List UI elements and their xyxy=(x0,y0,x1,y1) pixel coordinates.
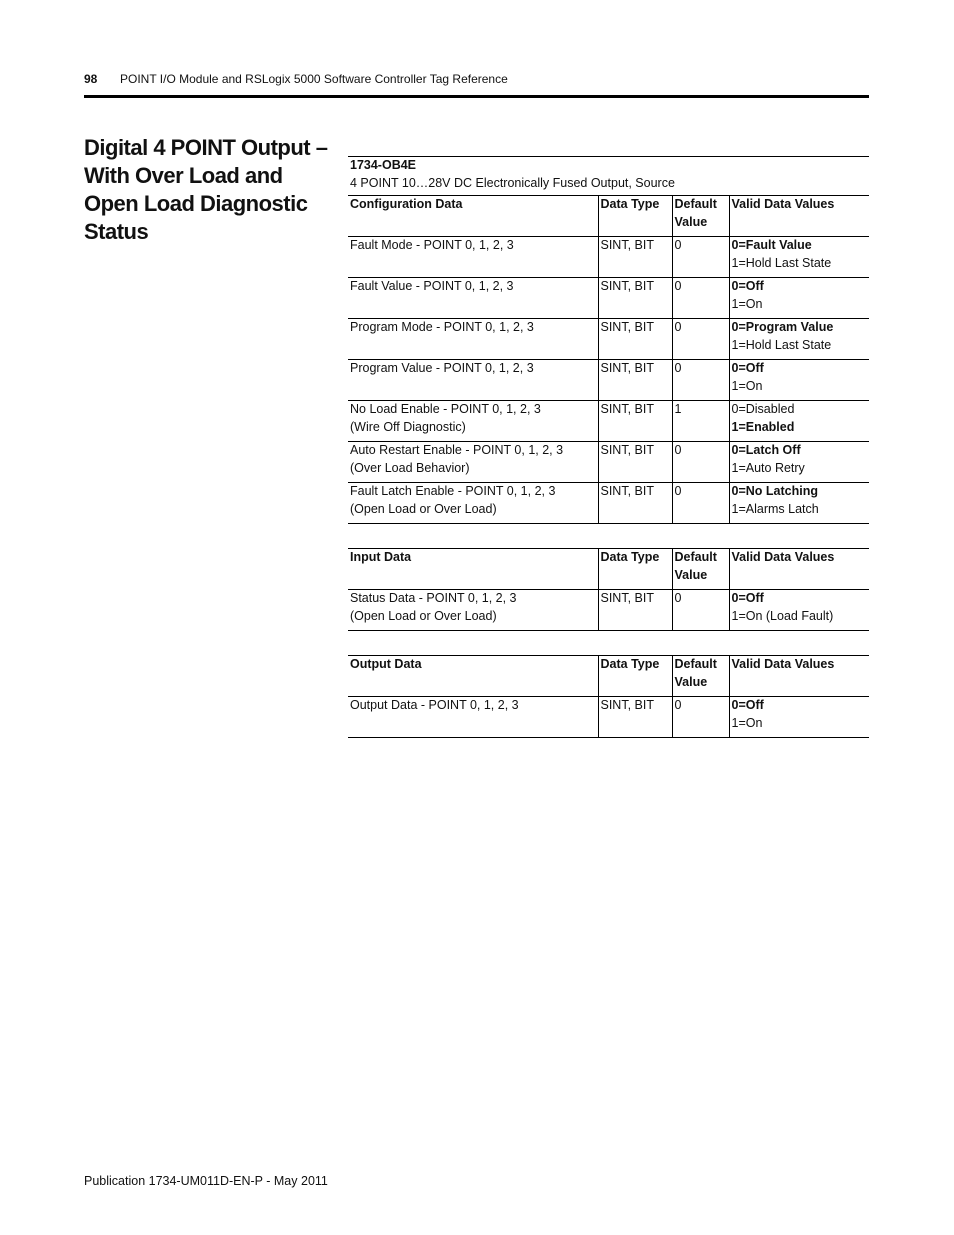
data-type-cell: SINT, BIT xyxy=(598,483,672,524)
data-type-cell: SINT, BIT xyxy=(598,401,672,442)
table-row xyxy=(348,483,869,524)
valid-values-cell xyxy=(729,697,869,738)
valid-values-cell xyxy=(729,483,869,524)
value-option-1: 1=On xyxy=(731,296,763,311)
default-value-cell: 0 xyxy=(672,697,729,738)
value-option-1: 1=Enabled xyxy=(731,419,795,434)
default-value-cell: 0 xyxy=(672,237,729,278)
table-row xyxy=(348,590,869,631)
tag-name-cell xyxy=(348,590,598,631)
configuration-table xyxy=(348,195,869,524)
tag-name: No Load Enable - POINT 0, 1, 2, 3 xyxy=(350,402,541,416)
value-option-1: 1=Alarms Latch xyxy=(731,501,819,516)
column-header-name: Output Data xyxy=(350,657,422,671)
value-option-0: 0=Latch Off xyxy=(731,443,801,457)
output-table xyxy=(348,655,869,738)
publication-footer: Publication 1734-UM011D-EN-P - May 2011 xyxy=(84,1174,328,1188)
table-header-row xyxy=(348,196,869,237)
value-option-0: 0=Off xyxy=(731,279,764,293)
data-type-cell: SINT, BIT xyxy=(598,319,672,360)
valid-values-cell xyxy=(729,237,869,278)
tag-name-cell xyxy=(348,319,598,360)
column-header-name: Input Data xyxy=(350,550,412,564)
table-header-row xyxy=(348,656,869,697)
tag-note: (Over Load Behavior) xyxy=(350,460,470,475)
tag-name: Fault Mode - POINT 0, 1, 2, 3 xyxy=(350,238,514,252)
data-type-cell: SINT, BIT xyxy=(598,360,672,401)
value-option-0: 0=Fault Value xyxy=(731,238,812,252)
column-header-default: Default Value xyxy=(672,196,729,237)
product-caption xyxy=(348,156,869,195)
running-title: POINT I/O Module and RSLogix 5000 Software Controller Tag Reference xyxy=(120,72,508,86)
table-row xyxy=(348,237,869,278)
value-option-0: 0=Off xyxy=(731,361,764,375)
tag-name: Program Value - POINT 0, 1, 2, 3 xyxy=(350,361,534,375)
tag-name: Fault Value - POINT 0, 1, 2, 3 xyxy=(350,279,514,293)
table-header-row xyxy=(348,549,869,590)
data-type-cell: SINT, BIT xyxy=(598,278,672,319)
tag-name-cell xyxy=(348,442,598,483)
tag-name-cell xyxy=(348,483,598,524)
valid-values-cell xyxy=(729,360,869,401)
valid-values-cell xyxy=(729,442,869,483)
section-title: Digital 4 POINT Output – With Over Load and Open Load Diagnostic Status xyxy=(84,135,328,244)
default-value-cell: 0 xyxy=(672,483,729,524)
column-header-type: Data Type xyxy=(598,196,672,237)
column-header-default: Default Value xyxy=(672,656,729,697)
value-option-0: 0=Program Value xyxy=(731,320,834,334)
tag-name-cell xyxy=(348,360,598,401)
product-code: 1734-OB4E xyxy=(350,158,417,172)
table-row xyxy=(348,401,869,442)
column-header-values: Valid Data Values xyxy=(729,656,869,697)
tag-name-cell xyxy=(348,278,598,319)
valid-values-cell xyxy=(729,590,869,631)
page-header xyxy=(84,72,869,86)
tag-name: Fault Latch Enable - POINT 0, 1, 2, 3 xyxy=(350,484,556,498)
header-rule xyxy=(84,95,869,98)
data-type-cell: SINT, BIT xyxy=(598,237,672,278)
tag-name: Program Mode - POINT 0, 1, 2, 3 xyxy=(350,320,534,334)
value-option-1: 1=On (Load Fault) xyxy=(731,608,834,623)
input-table xyxy=(348,548,869,631)
table-row xyxy=(348,278,869,319)
tag-name: Auto Restart Enable - POINT 0, 1, 2, 3 xyxy=(350,443,564,457)
tag-note: (Open Load or Over Load) xyxy=(350,608,497,623)
valid-values-cell xyxy=(729,319,869,360)
value-option-1: 1=Hold Last State xyxy=(731,255,832,270)
column-header-default: Default Value xyxy=(672,549,729,590)
tag-name: Output Data - POINT 0, 1, 2, 3 xyxy=(350,698,519,712)
tables-area xyxy=(348,156,869,738)
table-row xyxy=(348,360,869,401)
table-row xyxy=(348,697,869,738)
value-option-1: 1=On xyxy=(731,378,763,393)
default-value-cell: 1 xyxy=(672,401,729,442)
table-row xyxy=(348,442,869,483)
value-option-1: 1=Hold Last State xyxy=(731,337,832,352)
default-value-cell: 0 xyxy=(672,319,729,360)
value-option-0: 0=Disabled xyxy=(731,402,795,416)
product-description: 4 POINT 10…28V DC Electronically Fused Output, Source xyxy=(350,176,675,190)
column-header-type: Data Type xyxy=(598,656,672,697)
default-value-cell: 0 xyxy=(672,278,729,319)
data-type-cell: SINT, BIT xyxy=(598,590,672,631)
data-type-cell: SINT, BIT xyxy=(598,697,672,738)
tag-note: (Open Load or Over Load) xyxy=(350,501,497,516)
tag-name-cell xyxy=(348,697,598,738)
value-option-1: 1=Auto Retry xyxy=(731,460,805,475)
column-header-values: Valid Data Values xyxy=(729,549,869,590)
tag-note: (Wire Off Diagnostic) xyxy=(350,419,466,434)
value-option-0: 0=Off xyxy=(731,591,764,605)
page-number: 98 xyxy=(84,72,98,86)
column-header-values: Valid Data Values xyxy=(729,196,869,237)
tag-name: Status Data - POINT 0, 1, 2, 3 xyxy=(350,591,517,605)
table-row xyxy=(348,319,869,360)
value-option-0: 0=No Latching xyxy=(731,484,818,498)
default-value-cell: 0 xyxy=(672,442,729,483)
tag-name-cell xyxy=(348,237,598,278)
valid-values-cell xyxy=(729,278,869,319)
default-value-cell: 0 xyxy=(672,360,729,401)
value-option-1: 1=On xyxy=(731,715,763,730)
value-option-0: 0=Off xyxy=(731,698,764,712)
default-value-cell: 0 xyxy=(672,590,729,631)
tag-name-cell xyxy=(348,401,598,442)
column-header-name: Configuration Data xyxy=(350,197,463,211)
valid-values-cell xyxy=(729,401,869,442)
data-type-cell: SINT, BIT xyxy=(598,442,672,483)
column-header-type: Data Type xyxy=(598,549,672,590)
